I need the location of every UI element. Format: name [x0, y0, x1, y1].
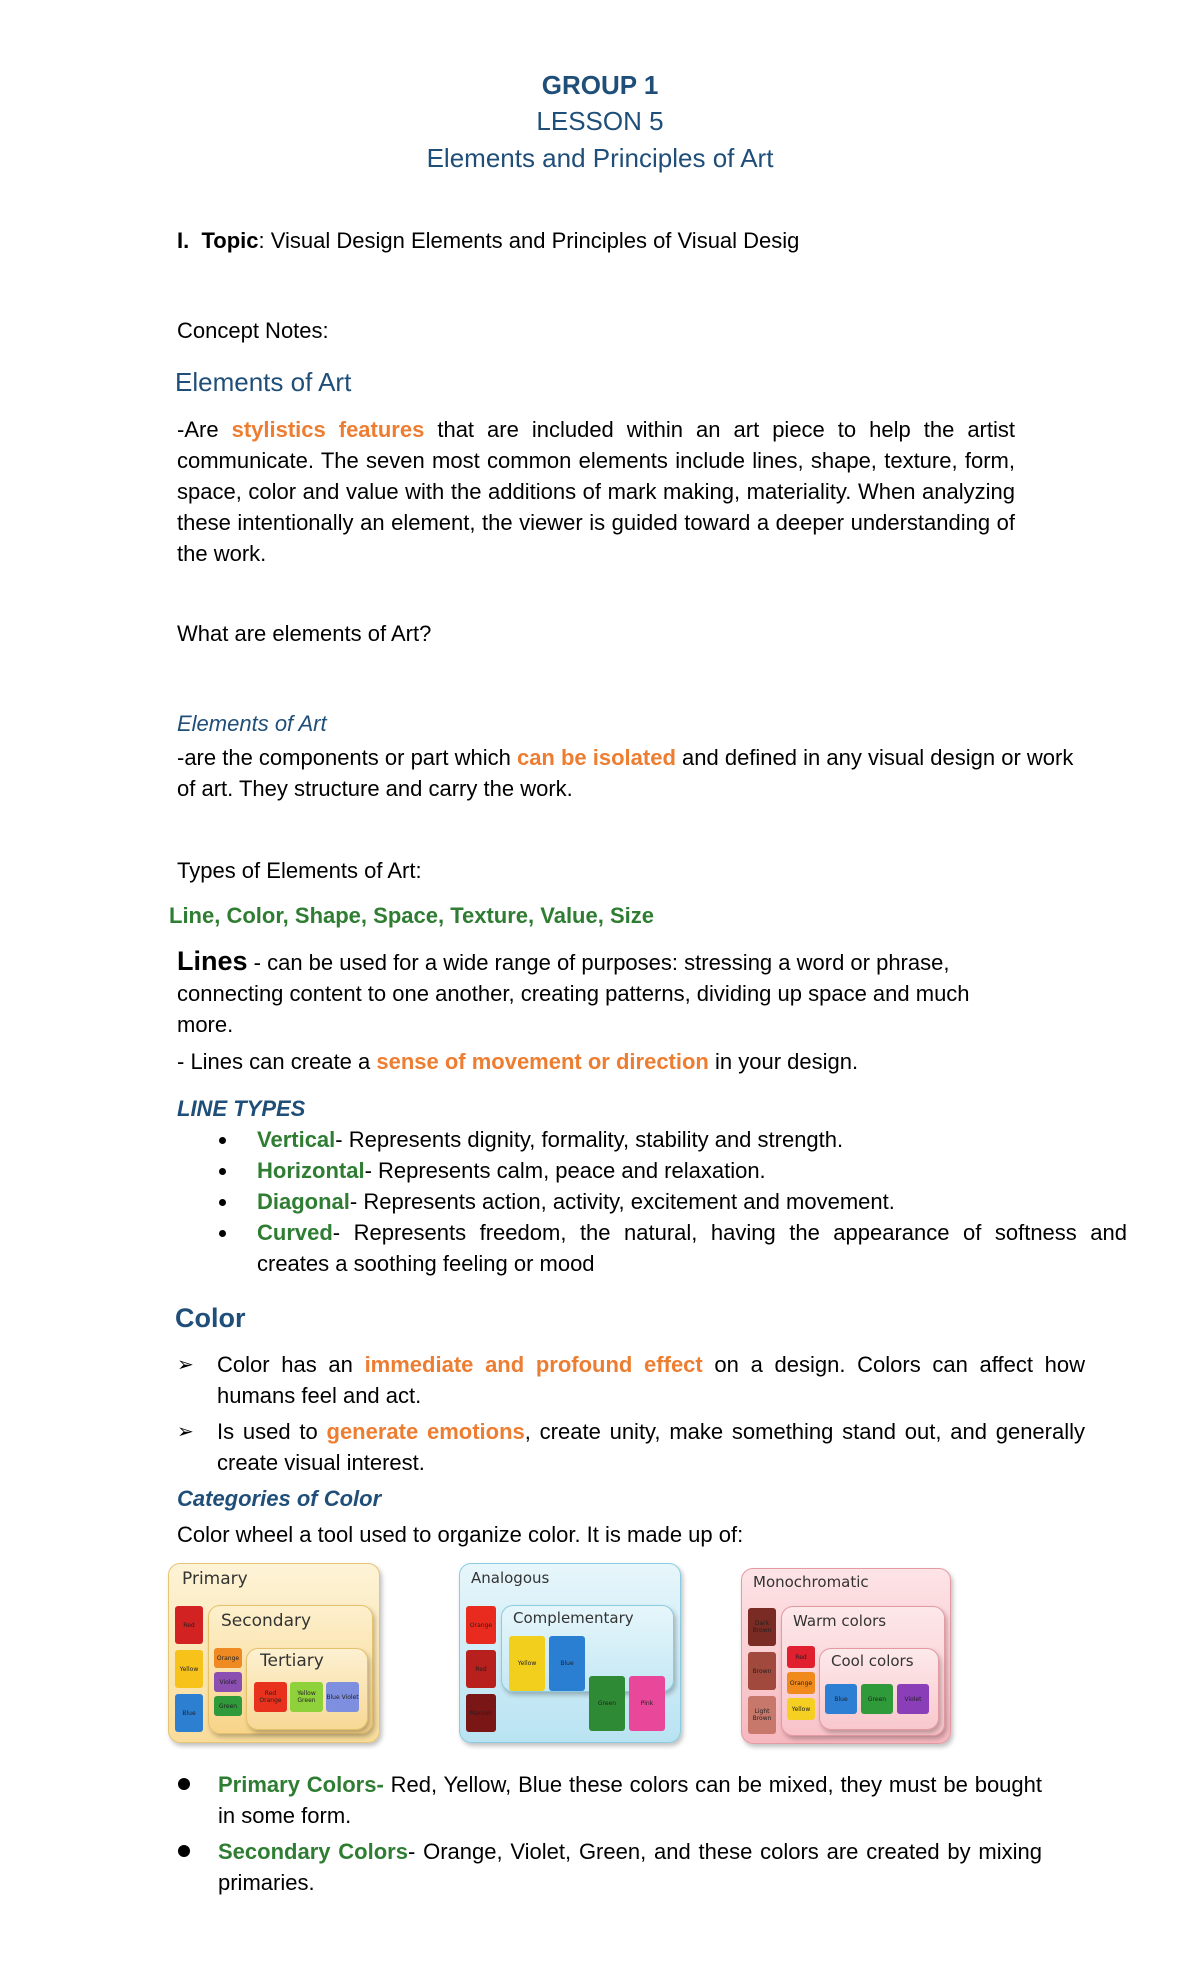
tertiary-swatch: Yellow Green: [290, 1682, 323, 1712]
tertiary-swatch: Red Orange: [254, 1682, 287, 1712]
warm-swatch: Orange: [787, 1672, 815, 1694]
cool-swatch: Blue: [825, 1684, 857, 1714]
intro-post: that are included within an art piece to help the artist communicate. The seven most common elements include lines, shape, texture, form, space, color and value with the additions of mark making, materiality. When analyzing these intentionally an element, the viewer is guided toward a deeper understanding of the work.: [177, 417, 1015, 566]
lines-paragraph: [177, 946, 1017, 1040]
analogous-swatch: Orange: [466, 1606, 496, 1644]
primary-swatch: Blue: [175, 1694, 203, 1732]
color-wheel-text: Color wheel a tool used to organize color. It is made up of:: [177, 1522, 744, 1547]
line-type-desc: - Represents action, activity, excitement and movement.: [349, 1189, 895, 1214]
diagram-analogous-complementary: [459, 1563, 679, 1741]
color-type-desc: Red, Yellow, Blue these colors can be mixed, they must be bought in some form.: [218, 1772, 1042, 1828]
line-type-item: [257, 1124, 1127, 1155]
topic-text: : Visual Design Elements and Principles of Visual Desig: [258, 228, 800, 253]
primary-swatch: Yellow: [175, 1650, 203, 1688]
cool-swatch: Green: [861, 1684, 893, 1714]
lines-line2-post: in your design.: [708, 1049, 859, 1074]
bullet-icon: [219, 1199, 226, 1206]
elements-heading: Elements of Art: [175, 367, 352, 397]
line-type-desc: - Represents dignity, formality, stability and strength.: [335, 1127, 844, 1152]
arrow-bullet-icon: ➢: [177, 1421, 194, 1443]
line-type-item: [257, 1217, 1127, 1279]
definition-highlight: can be isolated: [516, 745, 676, 770]
line-type-item: [257, 1155, 1127, 1186]
lines-text: - can be used for a wide range of purposes: stressing a word or phrase, connecting content to one another, creating patterns, dividing up space and much more.: [177, 950, 970, 1037]
types-list: Line, Color, Shape, Space, Texture, Value, Size: [169, 903, 654, 928]
color-bullet-post: on a design. Colors can affect how humans feel and act.: [217, 1352, 1085, 1408]
color-bullet: [177, 1416, 1085, 1478]
diagram-monochromatic-warm-cool: [741, 1568, 949, 1742]
definition-paragraph: [177, 742, 1097, 804]
primary-title: Primary: [182, 1569, 248, 1589]
page-group-title: GROUP 1: [541, 70, 659, 100]
monochromatic-swatch: Brown: [748, 1652, 776, 1690]
bullet-icon: [178, 1778, 190, 1790]
complementary-swatch: Blue: [549, 1636, 585, 1691]
color-bullet-post: , create unity, make something stand out, and generally create visual interest.: [217, 1419, 1085, 1475]
topic-line: [177, 225, 799, 256]
cool-title: Cool colors: [831, 1652, 914, 1670]
types-label: Types of Elements of Art:: [177, 858, 422, 883]
secondary-title: Secondary: [221, 1611, 312, 1631]
definition-heading: Elements of Art: [177, 711, 327, 736]
categories-heading: Categories of Color: [177, 1486, 382, 1511]
definition-post: and defined in any visual design or work of art. They structure and carry the work.: [177, 745, 1074, 801]
lines-heading: Lines: [177, 946, 248, 976]
color-type-item: [218, 1769, 1042, 1831]
secondary-swatch: Orange: [214, 1648, 242, 1668]
monochromatic-swatch: Light Brown: [748, 1696, 776, 1734]
complementary-title: Complementary: [513, 1609, 634, 1627]
analogous-swatch: Maroon: [466, 1694, 496, 1732]
color-bullet-highlight: generate emotions: [326, 1419, 525, 1444]
line-type-term: Diagonal: [257, 1189, 350, 1214]
line-type-desc: - Represents freedom, the natural, having the appearance of softness and creates a soothing feeling or mood: [257, 1220, 1127, 1276]
color-bullet-pre: Color has an: [217, 1352, 365, 1377]
tertiary-title: Tertiary: [260, 1651, 324, 1671]
monochromatic-swatch: Dark Brown: [748, 1608, 776, 1646]
warm-swatch: Red: [787, 1646, 815, 1668]
line-type-item: [257, 1186, 1127, 1217]
line-type-term: Vertical: [257, 1127, 336, 1152]
line-types-heading: LINE TYPES: [177, 1096, 306, 1121]
bullet-icon: [178, 1845, 190, 1857]
topic-number: I.: [177, 228, 190, 253]
color-type-desc: - Orange, Violet, Green, and these colors are created by mixing primaries.: [218, 1839, 1042, 1895]
lines-line2: [177, 1046, 858, 1077]
diagram-primary-secondary-tertiary: [168, 1563, 378, 1741]
analogous-title: Analogous: [471, 1569, 550, 1587]
color-heading: Color: [175, 1303, 246, 1333]
arrow-bullet-icon: ➢: [177, 1354, 194, 1376]
color-bullet: [177, 1349, 1085, 1411]
monochromatic-title: Monochromatic: [753, 1573, 869, 1591]
analogous-swatch: Red: [466, 1650, 496, 1688]
concept-notes-label: Concept Notes:: [177, 318, 329, 343]
lines-line2-pre: - Lines can create a: [177, 1049, 377, 1074]
bullet-icon: [219, 1168, 226, 1175]
line-type-desc: - Represents calm, peace and relaxation.: [364, 1158, 766, 1183]
lesson-title: LESSON 5: [536, 106, 664, 136]
line-type-term: Horizontal: [257, 1158, 365, 1183]
intro-paragraph: [177, 414, 1015, 569]
lines-line2-highlight: sense of movement or direction: [376, 1049, 709, 1074]
tertiary-swatch: Blue Violet: [326, 1682, 359, 1712]
warm-swatch: Yellow: [787, 1698, 815, 1720]
bullet-icon: [219, 1230, 226, 1237]
line-type-term: Curved: [257, 1220, 333, 1245]
definition-pre: -are the components or part which: [177, 745, 517, 770]
color-type-term: Secondary Colors: [218, 1839, 408, 1864]
color-bullet-pre: Is used to: [217, 1419, 327, 1444]
intro-pre: -Are: [177, 417, 232, 442]
color-bullet-highlight: immediate and profound effect: [364, 1352, 703, 1377]
bullet-icon: [219, 1137, 226, 1144]
secondary-swatch: Violet: [214, 1672, 242, 1692]
primary-swatch: Red: [175, 1606, 203, 1644]
complementary-swatch: Pink: [629, 1676, 665, 1731]
cool-swatch: Violet: [897, 1684, 929, 1714]
question-text: What are elements of Art?: [177, 621, 432, 646]
secondary-swatch: Green: [214, 1696, 242, 1716]
warm-title: Warm colors: [793, 1612, 887, 1630]
complementary-swatch: Yellow: [509, 1636, 545, 1691]
complementary-swatch: Green: [589, 1676, 625, 1731]
color-type-item: [218, 1836, 1042, 1898]
topic-label: Topic: [201, 228, 259, 253]
lesson-subtitle: Elements and Principles of Art: [426, 143, 774, 173]
color-type-term: Primary Colors-: [218, 1772, 384, 1797]
intro-highlight: stylistics features: [231, 417, 425, 442]
